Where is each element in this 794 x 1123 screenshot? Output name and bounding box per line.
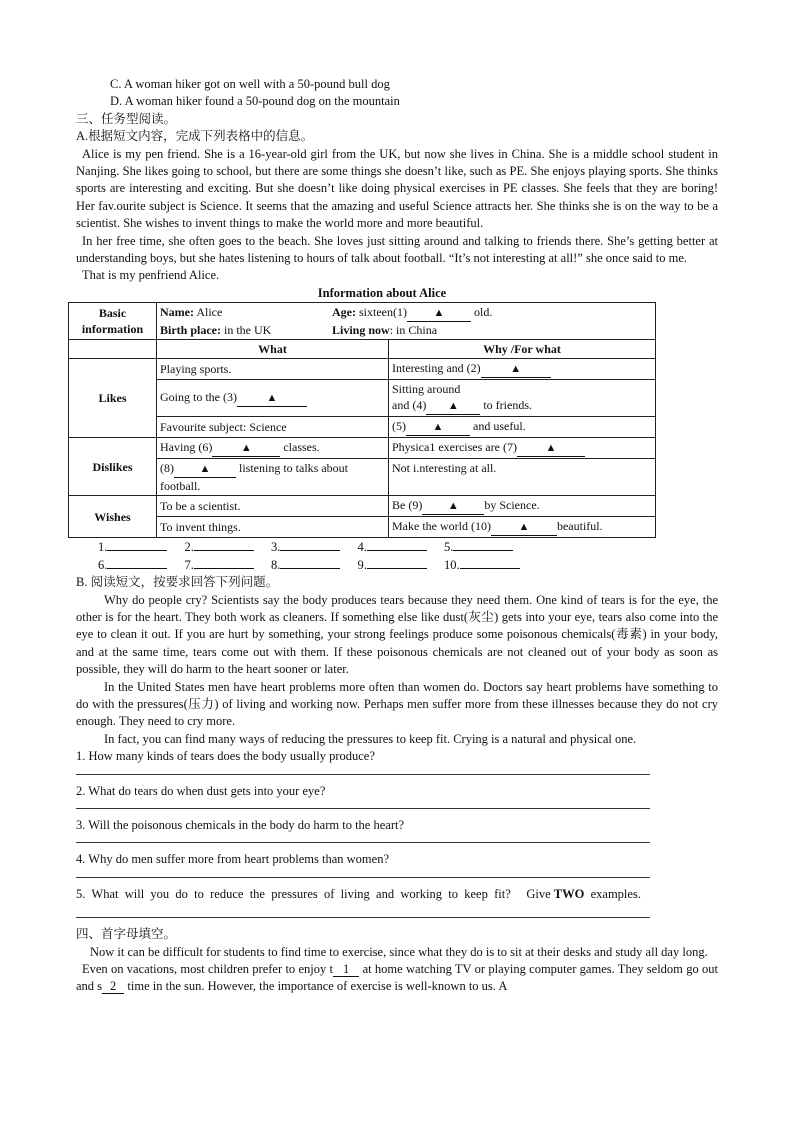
- answer-blank[interactable]: [280, 550, 340, 551]
- answer-blank[interactable]: [460, 568, 520, 569]
- blank-5-triangle-icon[interactable]: [406, 418, 470, 436]
- alice-info-table: [68, 302, 656, 538]
- question-1: 1. How many kinds of tears does the body usually produce?: [76, 749, 375, 764]
- likes-what-2-text: Going to the (3): [160, 390, 237, 405]
- dislikes-what-1: [157, 438, 389, 459]
- dislikes-why-1-text: Physica1 exercises are (7): [392, 440, 517, 455]
- fill-blank-2[interactable]: 2: [102, 979, 124, 994]
- col-what-header: What: [157, 340, 389, 359]
- blank-7-triangle-icon[interactable]: [517, 439, 585, 457]
- section4-text-c: time in the sun. However, the importance of exercise is well-known to us. A: [127, 979, 508, 994]
- blank-number: 10.: [444, 557, 460, 572]
- wishes-label: Wishes: [69, 496, 157, 538]
- question-5-text: 5. What will you do to reduce the pressures of living and working to keep fit? Give: [76, 886, 554, 901]
- section4-paragraph-2: [76, 961, 718, 996]
- answer-line-4[interactable]: [76, 869, 650, 878]
- answer-blank[interactable]: [194, 568, 254, 569]
- blank-number: 8.: [271, 557, 281, 572]
- name-value: Alice: [193, 305, 223, 320]
- passage-paragraph: Alice is my pen friend. She is a 16-year-old girl from the UK, but now she lives in China. She is a middle school student in Nanjing. She likes going to school, but there are some things she doesn’t like, such as PE. She enjoys playing sports. She thinks sports are interesting and exciting. But she doesn’t like doing physical exercises in PE classes. She feels that they are boring! Her fav.ourite subject is Science. It seems that the amazing and useful Science attracts her. She thinks she is on the way to be a scientist. She wishes to invent things to make the world more and more beautiful.: [76, 146, 718, 231]
- empty-header-cell: [69, 340, 157, 359]
- blank-9-triangle-icon[interactable]: [422, 497, 484, 515]
- likes-what-1: Playing sports.: [157, 359, 389, 380]
- question-5: [76, 886, 718, 903]
- blank-number: 5.: [444, 540, 454, 555]
- blank-number: 7.: [184, 557, 194, 572]
- wishes-why-1-text: Be (9): [392, 498, 423, 513]
- answer-blank[interactable]: [367, 550, 427, 551]
- likes-what-3: Favourite subject: Science: [157, 417, 389, 438]
- passageB-paragraph: In fact, you can find many ways of reducing the pressures to keep fit. Crying is a natural and physical one.: [104, 731, 637, 746]
- likes-why-1-text: Interesting and (2): [392, 361, 481, 376]
- section4-text-a: Even on vacations, most children prefer to enjoy t: [82, 962, 334, 976]
- likes-why-3-text: (5): [392, 419, 406, 434]
- answer-line-1[interactable]: [76, 766, 650, 775]
- section4-title: 四、首字母填空。: [76, 927, 177, 942]
- dislikes-label: Dislikes: [69, 438, 157, 496]
- passageB-paragraph: Why do people cry? Scientists say the body produces tears because they need them. One kind of tears is for the eye, the other is for the heart. They both work as cleaners. If something else like dust(灰尘) gets into your eye, tears also come into the eye to clean it out. If you are hurt by something, your strong feelings produce some poisonous chemicals(毒素) in your body, and at the same time, tears come out with them. If these poisonous chemicals are not cleaned out of your body as soon as possible, they will do harm to the heart sooner or later.: [76, 592, 718, 677]
- answer-blank[interactable]: [453, 550, 513, 551]
- partB-title: B. 阅读短文，按要求回答下列问题。: [76, 575, 279, 590]
- question-3: 3. Will the poisonous chemicals in the body do harm to the heart?: [76, 817, 405, 832]
- wishes-what-1: To be a scientist.: [157, 496, 389, 517]
- dislikes-what-2-suffix: listening to talks about football.: [160, 461, 348, 494]
- blank-8-triangle-icon[interactable]: [174, 460, 236, 478]
- dislikes-what-1-text: Having (6): [160, 440, 213, 455]
- blank-4-triangle-icon[interactable]: [426, 397, 480, 415]
- name-key: Name:: [160, 305, 194, 320]
- likes-label: Likes: [69, 359, 157, 438]
- dislikes-what-2: [157, 459, 389, 496]
- living-key: Living now: [332, 323, 390, 338]
- blank-number: 1.: [98, 540, 108, 555]
- question-5-suffix: examples.: [584, 886, 641, 901]
- dislikes-why-1: [389, 438, 656, 459]
- answer-line-2[interactable]: [76, 800, 650, 809]
- likes-why-2-text: and (4): [392, 398, 427, 413]
- likes-why-2: [389, 380, 656, 417]
- wishes-why-1: [389, 496, 656, 517]
- age-text: sixteen(1): [356, 305, 407, 320]
- option-c: C. A woman hiker got on well with a 50-pound bull dog: [110, 77, 390, 91]
- section4-paragraph-1: Now it can be difficult for students to find time to exercise, since what they do is to sit at their desks and study all day long.: [90, 944, 708, 959]
- blank-number: 3.: [271, 540, 281, 555]
- fill-blank-1[interactable]: 1: [333, 962, 359, 977]
- section3-title: 三、任务型阅读。: [76, 111, 177, 126]
- blank-2-triangle-icon[interactable]: [481, 360, 551, 378]
- answer-blank[interactable]: [107, 568, 167, 569]
- likes-why-3: [389, 417, 656, 438]
- living-value: : in China: [389, 323, 438, 338]
- dislikes-what-2-text: (8): [160, 461, 174, 476]
- basic-info-label: Basic information: [69, 303, 157, 340]
- wishes-why-2-suffix: beautiful.: [556, 519, 603, 534]
- col-why-header: Why /For what: [389, 340, 656, 359]
- table-title: Information about Alice: [317, 285, 447, 300]
- option-d: D. A woman hiker found a 50-pound dog on the mountain: [110, 94, 400, 109]
- section4-text-b: at home watching TV or playing computer games. They seldom go out and s: [76, 962, 718, 994]
- likes-why-3-suffix: and useful.: [470, 419, 526, 434]
- answer-line-3[interactable]: [76, 834, 650, 843]
- question-2: 2. What do tears do when dust gets into your eye?: [76, 783, 326, 798]
- birth-key: Birth place:: [160, 323, 221, 338]
- blank-3-triangle-icon[interactable]: [237, 389, 307, 407]
- blank-number: 2.: [184, 540, 194, 555]
- answer-blank[interactable]: [367, 568, 427, 569]
- answer-line-5[interactable]: [76, 903, 650, 918]
- passage-paragraph: In her free time, she often goes to the beach. She loves just sitting around and talking to friends there. She’s getting better at understanding boys, but she hates listening to hours of talk about football. “It’s not interesting at all!” she once said to me.: [76, 233, 718, 266]
- blank-number: 6.: [98, 557, 108, 572]
- question-4: 4. Why do men suffer more from heart problems than women?: [76, 852, 389, 867]
- wishes-why-2-text: Make the world (10): [392, 519, 491, 534]
- blank-number: 9.: [357, 557, 367, 572]
- likes-why-2-suffix: to friends.: [480, 398, 532, 413]
- answer-blanks-row-2: [76, 557, 718, 574]
- passageB-paragraph: In the United States men have heart problems more often than women do. Doctors say heart problems have something to do with the pressures(压力) of living and working now. Perhaps men suffer more from these illnesses because they do not cry enough. They need to cry more.: [76, 679, 718, 729]
- passage-paragraph: That is my penfriend Alice.: [82, 268, 220, 283]
- answer-blank[interactable]: [194, 550, 254, 551]
- blank-6-triangle-icon[interactable]: [212, 439, 280, 457]
- answer-blank[interactable]: [280, 568, 340, 569]
- wishes-why-2: [389, 517, 656, 538]
- basic-info-cell: [157, 303, 656, 340]
- blank-number: 4.: [357, 540, 367, 555]
- wishes-what-2: To invent things.: [157, 517, 389, 538]
- answer-blanks-row-1: [76, 539, 718, 556]
- age-suffix: old.: [470, 305, 493, 320]
- likes-what-2: [157, 380, 389, 417]
- likes-why-1: [389, 359, 656, 380]
- blank-1-triangle-icon[interactable]: [407, 304, 471, 322]
- likes-why-2-line1: Sitting around: [392, 382, 461, 397]
- answer-blank[interactable]: [107, 550, 167, 551]
- question-5-bold: TWO: [553, 886, 585, 901]
- dislikes-why-2: Not i.nteresting at all.: [389, 459, 656, 496]
- age-key: Age:: [332, 305, 356, 320]
- dislikes-what-1-suffix: classes.: [280, 440, 320, 455]
- birth-value: in the UK: [221, 323, 272, 338]
- partA-title: A.根据短文内容，完成下列表格中的信息。: [76, 129, 314, 144]
- blank-10-triangle-icon[interactable]: [491, 518, 557, 536]
- worksheet-page: [76, 76, 718, 996]
- wishes-why-1-suffix: by Science.: [484, 498, 540, 513]
